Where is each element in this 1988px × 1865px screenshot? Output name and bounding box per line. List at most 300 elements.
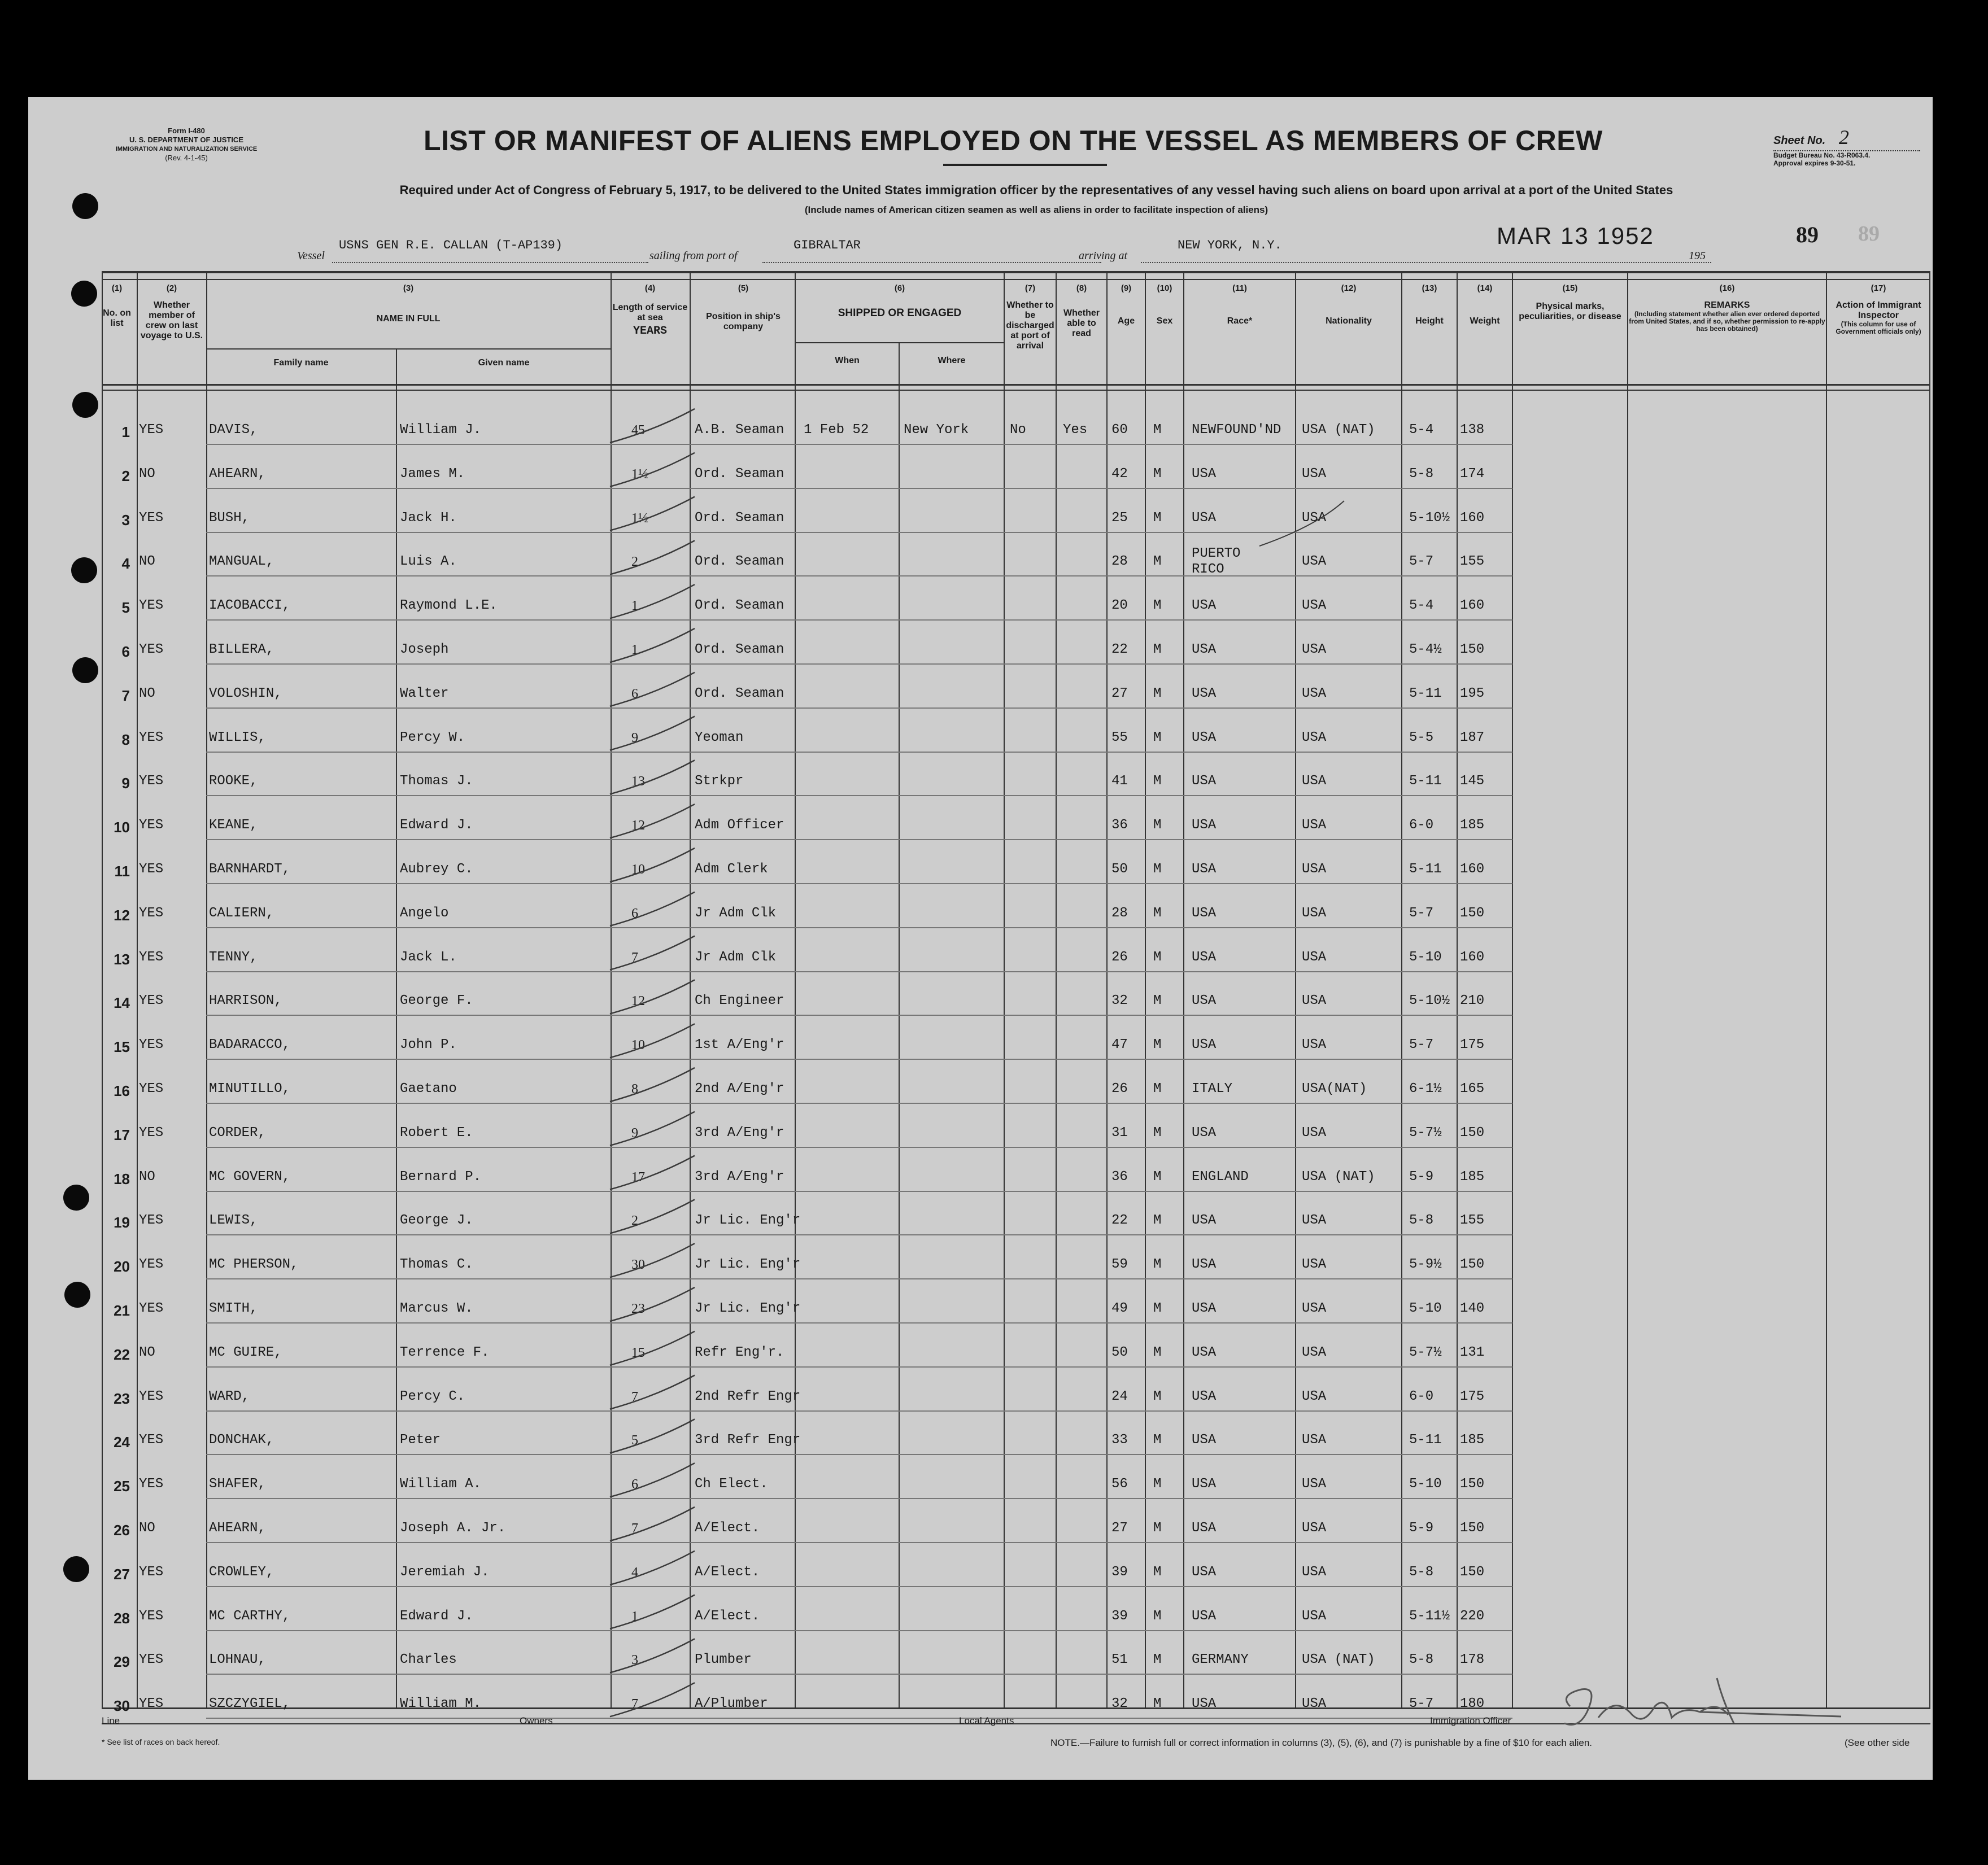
cell-given: Peter [400,1432,441,1448]
cell-family: MANGUAL, [209,554,274,570]
cell-years: 12 [631,818,645,833]
cell-nationality: USA [1302,1301,1327,1316]
cell-position: A/Elect. [695,1608,760,1624]
vessel-name: USNS GEN R.E. CALLAN (T-AP139) [339,238,563,252]
cell-family: WILLIS, [209,730,266,745]
row-number: 1 [121,423,130,440]
row-number: 5 [121,599,130,617]
cell-height: 5-10½ [1409,993,1450,1009]
cell-years: 2 [631,1213,638,1229]
cell-prev: NO [139,685,155,701]
cell-age: 42 [1111,466,1128,482]
cell-weight: 145 [1460,774,1485,789]
cell-position: Plumber [695,1652,752,1668]
revision: (Rev. 4-1-45) [165,154,208,162]
cell-age: 55 [1111,730,1128,745]
cell-weight: 150 [1460,1477,1485,1492]
cell-height: 5-11½ [1409,1608,1450,1624]
cell-height: 5-11 [1409,774,1442,789]
cell-years: 1 [631,1609,638,1624]
cell-race: USA [1192,949,1217,965]
cell-nationality: USA (NAT) [1302,1652,1375,1668]
col-num: (10) [1157,283,1172,293]
check-mark [610,1419,695,1453]
cell-race: PUERTO RICO [1192,546,1241,578]
check-mark [610,1112,695,1146]
cell-family: KEANE, [209,818,258,833]
cell-family: DAVIS, [209,422,258,438]
cell-race: USA [1192,1696,1217,1712]
check-mark [610,892,695,926]
check-mark [610,1024,695,1058]
cell-given: George J. [400,1213,473,1229]
cell-prev: YES [139,510,164,526]
col-sublabel: (Including statement whether alien ever ordered deported from United States, and if so, whether permission to re-apply has been obtained) [1629,310,1825,333]
row-number: 28 [114,1609,130,1627]
cell-prev: YES [139,422,164,438]
cell-nationality: USA [1302,642,1327,657]
cell-prev: YES [139,1608,164,1624]
cell-sex: M [1153,1696,1162,1712]
cell-height: 6-1½ [1409,1081,1442,1097]
row-number: 11 [114,863,130,880]
cell-height: 5-8 [1409,1564,1434,1580]
cell-prev: NO [139,1344,155,1360]
cell-family: TENNY, [209,949,258,965]
cell-race: GERMANY [1192,1652,1249,1668]
cell-given: Joseph A. Jr. [400,1521,506,1536]
cell-prev: YES [139,862,164,877]
cell-position: Ord. Seaman [695,642,784,657]
penalty-note: NOTE.—Failure to furnish full or correct information in columns (3), (5), (6), and (7) is punishable by a fine of $10 for each alien. [1050,1737,1593,1748]
cell-given: Raymond L.E. [400,598,498,614]
cell-race: USA [1192,642,1217,657]
department: U. S. DEPARTMENT OF JUSTICE [129,136,243,144]
cell-position: Strkpr [695,774,744,789]
cell-prev: YES [139,1301,164,1316]
cell-family: HARRISON, [209,993,282,1009]
cell-given: Walter [400,685,449,701]
cell-years: 4 [631,1565,638,1580]
cell-age: 20 [1111,598,1128,614]
cell-race: NEWFOUND'ND [1192,422,1281,438]
cell-age: 47 [1111,1037,1128,1053]
cell-nationality: USA [1302,1608,1327,1624]
col-num: (13) [1422,283,1437,293]
cell-position: 1st A/Eng'r [695,1037,784,1053]
col-num: (2) [166,283,177,293]
cell-years: 10 [631,862,645,877]
row-number: 19 [114,1214,130,1231]
cell-family: CROWLEY, [209,1564,274,1580]
cell-age: 31 [1111,1125,1128,1141]
col-label: Weight [1470,316,1500,326]
cell-given: Jeremiah J. [400,1564,490,1580]
vessel-label: Vessel [297,250,325,262]
cell-age: 24 [1111,1388,1128,1404]
officer-signature [1547,1672,1864,1740]
col-label: Whether member of crew on last voyage to U.S. [140,300,203,340]
cell-years: 7 [631,1697,638,1712]
check-mark [610,980,695,1014]
cell-age: 32 [1111,1696,1128,1712]
cell-family: IACOBACCI, [209,598,291,614]
cell-weight: 150 [1460,642,1485,657]
cell-race: USA [1192,1608,1217,1624]
cell-sex: M [1153,818,1162,833]
cell-sex: M [1153,1081,1162,1097]
cell-position: 3rd Refr Engr [695,1432,801,1448]
date-stamp: MAR 13 1952 [1497,222,1654,249]
cell-prev: NO [139,1521,155,1536]
cell-years: 6 [631,906,638,921]
cell-family: SZCZYGIEL, [209,1696,291,1712]
row-number: 18 [114,1170,130,1187]
cell-nationality: USA [1302,1696,1327,1712]
cell-sex: M [1153,905,1162,921]
cell-given: Percy W. [400,730,465,745]
cell-prev: YES [139,1652,164,1668]
col-num: (9) [1121,283,1132,293]
cell-nationality: USA(NAT) [1302,1081,1367,1097]
row-number: 17 [114,1126,130,1143]
cell-sex: M [1153,1169,1162,1185]
requirement-note: (Include names of American citizen seamen as well as aliens in order to facilitate inspection of aliens) [804,204,1268,215]
col-label: Whether able to read [1063,308,1100,338]
col-header-when: When [835,356,860,365]
cell-years: 5 [631,1433,638,1448]
cell-given: Edward J. [400,818,473,833]
cell-family: MC CARTHY, [209,1608,291,1624]
cell-family: LOHNAU, [209,1652,266,1668]
col-num: (1) [111,283,123,293]
col-num: (8) [1076,283,1087,293]
cell-years: 6 [631,1477,638,1492]
cell-when: 1 Feb 52 [804,422,869,438]
cell-position: Jr Adm Clk [695,949,777,965]
page-number: 89 [1796,222,1819,247]
cell-height: 5-7½ [1409,1125,1442,1141]
cell-position: Ord. Seaman [695,466,784,482]
cell-race: ENGLAND [1192,1169,1249,1185]
cell-sex: M [1153,685,1162,701]
cell-family: MC GOVERN, [209,1169,291,1185]
cell-given: John P. [400,1037,457,1053]
cell-given: Edward J. [400,1608,473,1624]
cell-age: 49 [1111,1301,1128,1316]
cell-years: 1 [631,643,638,657]
cell-where: New York [904,422,969,438]
row-number: 29 [114,1653,130,1671]
cell-family: MC GUIRE, [209,1344,282,1360]
cell-prev: YES [139,1388,164,1404]
col-label: Nationality [1326,316,1372,326]
cell-nationality: USA [1302,1125,1327,1141]
cell-race: USA [1192,1257,1217,1273]
cell-position: Ord. Seaman [695,598,784,614]
check-mark [610,584,695,618]
check-mark [610,760,695,794]
col-num: (3) [403,283,414,293]
col-label: Whether to be discharged at port of arrival [1006,300,1054,351]
row-number: 27 [114,1565,130,1583]
cell-years: 8 [631,1082,638,1097]
row-number: 12 [114,906,130,924]
sailing-label: sailing from port of [649,250,738,262]
cell-race: USA [1192,1388,1217,1404]
cell-nationality: USA [1302,993,1327,1009]
cell-height: 5-11 [1409,1432,1442,1448]
cell-nationality: USA [1302,1257,1327,1273]
col-label: No. on list [103,308,131,328]
cell-position: Jr Lic. Eng'r [695,1257,801,1273]
cell-nationality: USA [1302,905,1327,921]
footer-officer-label: Immigration Officer [1430,1715,1511,1726]
cell-position: Ch Elect. [695,1477,768,1492]
check-mark [610,409,695,443]
cell-age: 27 [1111,1521,1128,1536]
row-number: 23 [114,1390,130,1407]
check-mark [610,804,695,838]
cell-sex: M [1153,1037,1162,1053]
cell-weight: 150 [1460,1125,1485,1141]
cell-prev: YES [139,1125,164,1141]
cell-sex: M [1153,730,1162,745]
cell-age: 59 [1111,1257,1128,1273]
cell-sex: M [1153,598,1162,614]
footer-line-label: Line [102,1715,120,1726]
row-number: 8 [121,731,130,748]
page-title: LIST OR MANIFEST OF ALIENS EMPLOYED ON THE VESSEL AS MEMBERS OF CREW [424,125,1603,156]
cell-height: 5-10 [1409,949,1442,965]
cell-prev: YES [139,1213,164,1229]
cell-family: CORDER, [209,1125,266,1141]
check-mark [610,717,695,750]
cell-weight: 175 [1460,1037,1485,1053]
cell-height: 5-4 [1409,598,1434,614]
cell-years: 2 [631,554,638,570]
check-mark [610,497,695,531]
row-number: 30 [114,1697,130,1715]
check-mark [610,1551,695,1585]
cell-years: 12 [631,994,645,1009]
cell-years: 30 [631,1257,645,1273]
col-label: Action of Immigrant Inspector [1836,300,1921,320]
cell-position: A/Plumber [695,1696,768,1712]
requirement-text: Required under Act of Congress of February 5, 1917, to be delivered to the United States immigration officer by the representatives of any vessel having such aliens on board upon arrival at a port of the United States [399,183,1673,197]
cell-race: USA [1192,598,1217,614]
check-mark [610,936,695,970]
footer-agents-label: Local Agents [959,1715,1014,1726]
cell-sex: M [1153,862,1162,877]
cell-race: USA [1192,1521,1217,1536]
cell-family: MINUTILLO, [209,1081,291,1097]
row-number: 15 [114,1038,130,1056]
cell-weight: 180 [1460,1696,1485,1712]
cell-weight: 160 [1460,862,1485,877]
cell-nationality: USA [1302,1037,1327,1053]
year-prefix: 195 [1689,250,1706,262]
row-number: 16 [114,1082,130,1099]
check-mark [610,1199,695,1233]
cell-weight: 185 [1460,818,1485,833]
cell-race: USA [1192,818,1217,833]
row-number: 13 [114,950,130,968]
budget-bureau: Budget Bureau No. 43-R063.4. [1773,151,1871,159]
cell-race: USA [1192,1037,1217,1053]
cell-sex: M [1153,642,1162,657]
col-label: SHIPPED OR ENGAGED [838,307,962,319]
cell-family: BARNHARDT, [209,862,291,877]
col-label: Sex [1156,316,1173,326]
cell-nationality: USA (NAT) [1302,422,1375,438]
cell-race: USA [1192,1125,1217,1141]
cell-weight: 160 [1460,949,1485,965]
cell-race: USA [1192,685,1217,701]
cell-position: 3rd A/Eng'r [695,1125,784,1141]
arrival-port: NEW YORK, N.Y. [1178,238,1282,252]
cell-height: 5-7 [1409,905,1434,921]
cell-prev: YES [139,1564,164,1580]
cell-height: 5-9½ [1409,1257,1442,1273]
cell-race: USA [1192,1432,1217,1448]
cell-age: 32 [1111,993,1128,1009]
cell-nationality: USA [1302,1477,1327,1492]
col-num: (16) [1719,283,1735,293]
cell-years: 7 [631,1389,638,1404]
check-mark [610,1331,695,1365]
col-label: Length of service at sea [612,303,688,322]
cell-given: Thomas C. [400,1257,473,1273]
cell-position: 2nd A/Eng'r [695,1081,784,1097]
col-label: Physical marks, peculiarities, or disease [1519,302,1621,321]
row-number: 20 [114,1258,130,1276]
cell-given: Gaetano [400,1081,457,1097]
check-mark [610,672,695,706]
cell-sex: M [1153,1344,1162,1360]
cell-prev: YES [139,1081,164,1097]
cell-family: SMITH, [209,1301,258,1316]
check-mark [610,1595,695,1629]
cell-prev: YES [139,730,164,745]
row-number: 7 [121,687,130,704]
col-num: (17) [1871,283,1886,293]
cell-race: USA [1192,774,1217,789]
cell-given: Thomas J. [400,774,473,789]
cell-years: 7 [631,950,638,965]
cell-position: Ch Engineer [695,993,784,1009]
cell-position: Ord. Seaman [695,510,784,526]
cell-age: 51 [1111,1652,1128,1668]
cell-position: 3rd A/Eng'r [695,1169,784,1185]
cell-years: 7 [631,1521,638,1536]
cell-height: 5-11 [1409,685,1442,701]
cell-height: 5-7 [1409,1037,1434,1053]
cell-sex: M [1153,1213,1162,1229]
cell-age: 36 [1111,818,1128,833]
cell-height: 5-8 [1409,466,1434,482]
approval-expiry: Approval expires 9-30-51. [1773,159,1856,167]
cell-race: USA [1192,1477,1217,1492]
cell-weight: 210 [1460,993,1485,1009]
col-label: Height [1415,316,1444,326]
cell-age: 22 [1111,1213,1128,1229]
cell-discharge: No [1010,422,1026,438]
cell-weight: 155 [1460,1213,1485,1229]
cell-family: AHEARN, [209,466,266,482]
footer-owners-label: Owners [520,1715,553,1726]
cell-race: USA [1192,1564,1217,1580]
cell-given: Robert E. [400,1125,473,1141]
cell-nationality: USA [1302,818,1327,833]
cell-nationality: USA [1302,685,1327,701]
cell-years: 13 [631,774,645,789]
cell-race: USA [1192,466,1217,482]
sheet-label: Sheet No. [1773,134,1826,147]
sailing-port: GIBRALTAR [794,238,861,252]
cell-height: 5-9 [1409,1521,1434,1536]
cell-position: A/Elect. [695,1564,760,1580]
cell-nationality: USA (NAT) [1302,1169,1375,1185]
cell-height: 5-7 [1409,1696,1434,1712]
cell-sex: M [1153,1477,1162,1492]
cell-nationality: USA [1302,1521,1327,1536]
col-label: REMARKS [1704,300,1750,310]
cell-years: 10 [631,1038,645,1053]
cell-nationality: USA [1302,1432,1327,1448]
cell-nationality: USA [1302,1213,1327,1229]
cell-years: 1½ [631,510,648,526]
cell-family: LEWIS, [209,1213,258,1229]
page-number-ghost: 89 [1858,222,1880,246]
cell-age: 56 [1111,1477,1128,1492]
cell-age: 39 [1111,1608,1128,1624]
cell-position: Jr Lic. Eng'r [695,1213,801,1229]
col-num: (11) [1232,283,1247,293]
col-header-family: Family name [273,358,329,368]
cell-sex: M [1153,1564,1162,1580]
col-unit: YEARS [633,325,667,338]
cell-sex: M [1153,1432,1162,1448]
cell-race: USA [1192,1344,1217,1360]
arriving-label: arriving at [1079,250,1128,262]
cell-height: 5-9 [1409,1169,1434,1185]
cell-position: A.B. Seaman [695,422,784,438]
cell-sex: M [1153,422,1162,438]
races-footnote: * See list of races on back hereof. [102,1737,220,1746]
check-mark [610,1287,695,1321]
cell-weight: 160 [1460,598,1485,614]
cell-position: Refr Eng'r. [695,1344,784,1360]
cell-weight: 150 [1460,1564,1485,1580]
cell-years: 23 [631,1301,645,1316]
check-mark [610,1375,695,1409]
cell-nationality: USA [1302,949,1327,965]
check-mark [610,1507,695,1541]
cell-nationality: USA [1302,598,1327,614]
cell-years: 9 [631,1125,638,1141]
cell-weight: 175 [1460,1388,1485,1404]
cell-years: 17 [631,1169,645,1185]
cell-given: George F. [400,993,473,1009]
row-number: 24 [114,1434,130,1451]
col-num: (5) [738,283,749,293]
cell-weight: 185 [1460,1432,1485,1448]
cell-given: Bernard P. [400,1169,482,1185]
cell-age: 36 [1111,1169,1128,1185]
cell-weight: 131 [1460,1344,1485,1360]
col-num: (6) [894,283,905,293]
